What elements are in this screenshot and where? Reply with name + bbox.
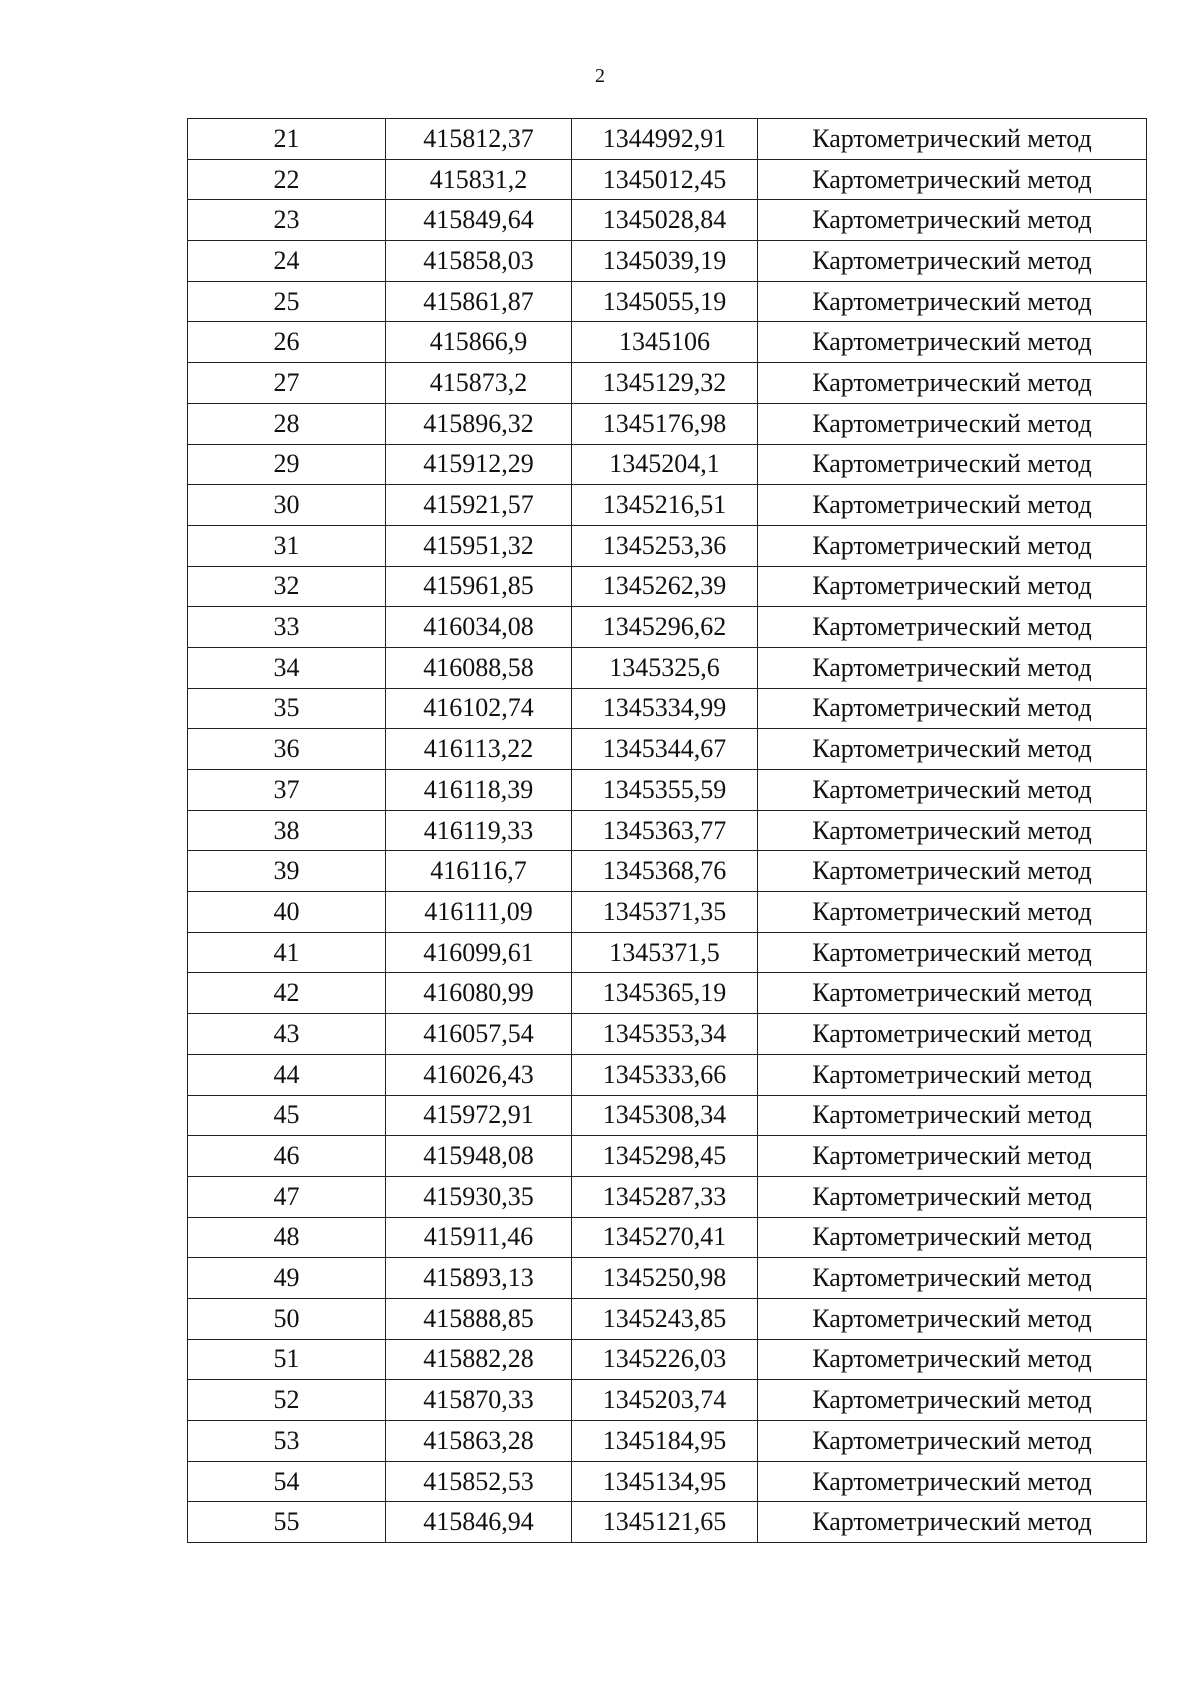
table-row [188,607,1147,648]
point-number-cell: 44 [188,1054,386,1095]
table-row [188,403,1147,444]
table-row [188,1502,1147,1543]
method-cell: Картометрический метод [758,973,1147,1014]
method-cell: Картометрический метод [758,403,1147,444]
point-number-cell: 41 [188,932,386,973]
point-number-cell: 54 [188,1461,386,1502]
point-number-cell: 37 [188,770,386,811]
table-row [188,851,1147,892]
method-cell: Картометрический метод [758,119,1147,160]
table-row [188,281,1147,322]
point-number-cell: 23 [188,200,386,241]
method-cell: Картометрический метод [758,1176,1147,1217]
x-coordinate-cell: 415870,33 [386,1380,572,1421]
method-cell: Картометрический метод [758,932,1147,973]
method-cell: Картометрический метод [758,281,1147,322]
table-row [188,444,1147,485]
method-cell: Картометрический метод [758,159,1147,200]
y-coordinate-cell: 1345204,1 [572,444,758,485]
table-row [188,770,1147,811]
method-cell: Картометрический метод [758,1095,1147,1136]
y-coordinate-cell: 1345012,45 [572,159,758,200]
table-row [188,973,1147,1014]
y-coordinate-cell: 1345308,34 [572,1095,758,1136]
x-coordinate-cell: 415961,85 [386,566,572,607]
table-row [188,485,1147,526]
table-row [188,1339,1147,1380]
method-cell: Картометрический метод [758,363,1147,404]
y-coordinate-cell: 1345039,19 [572,241,758,282]
method-cell: Картометрический метод [758,1298,1147,1339]
x-coordinate-cell: 415930,35 [386,1176,572,1217]
table-row [188,647,1147,688]
y-coordinate-cell: 1345368,76 [572,851,758,892]
y-coordinate-cell: 1345250,98 [572,1258,758,1299]
y-coordinate-cell: 1345176,98 [572,403,758,444]
table-row [188,810,1147,851]
table-row [188,1095,1147,1136]
x-coordinate-cell: 416080,99 [386,973,572,1014]
x-coordinate-cell: 415882,28 [386,1339,572,1380]
point-number-cell: 22 [188,159,386,200]
y-coordinate-cell: 1345129,32 [572,363,758,404]
point-number-cell: 43 [188,1014,386,1055]
x-coordinate-cell: 416111,09 [386,892,572,933]
point-number-cell: 31 [188,525,386,566]
table-row [188,159,1147,200]
x-coordinate-cell: 416034,08 [386,607,572,648]
point-number-cell: 32 [188,566,386,607]
point-number-cell: 25 [188,281,386,322]
y-coordinate-cell: 1344992,91 [572,119,758,160]
point-number-cell: 40 [188,892,386,933]
method-cell: Картометрический метод [758,525,1147,566]
point-number-cell: 29 [188,444,386,485]
x-coordinate-cell: 415852,53 [386,1461,572,1502]
y-coordinate-cell: 1345325,6 [572,647,758,688]
x-coordinate-cell: 415858,03 [386,241,572,282]
table-row [188,1421,1147,1462]
x-coordinate-cell: 415861,87 [386,281,572,322]
y-coordinate-cell: 1345355,59 [572,770,758,811]
x-coordinate-cell: 415948,08 [386,1136,572,1177]
table-row [188,566,1147,607]
x-coordinate-cell: 415972,91 [386,1095,572,1136]
x-coordinate-cell: 416026,43 [386,1054,572,1095]
y-coordinate-cell: 1345253,36 [572,525,758,566]
point-number-cell: 42 [188,973,386,1014]
point-number-cell: 34 [188,647,386,688]
method-cell: Картометрический метод [758,1217,1147,1258]
y-coordinate-cell: 1345270,41 [572,1217,758,1258]
x-coordinate-cell: 416099,61 [386,932,572,973]
method-cell: Картометрический метод [758,485,1147,526]
point-number-cell: 38 [188,810,386,851]
method-cell: Картометрический метод [758,241,1147,282]
method-cell: Картометрический метод [758,1339,1147,1380]
x-coordinate-cell: 415951,32 [386,525,572,566]
y-coordinate-cell: 1345344,67 [572,729,758,770]
method-cell: Картометрический метод [758,1421,1147,1462]
x-coordinate-cell: 415863,28 [386,1421,572,1462]
page-number: 2 [595,65,605,87]
y-coordinate-cell: 1345134,95 [572,1461,758,1502]
method-cell: Картометрический метод [758,1502,1147,1543]
method-cell: Картометрический метод [758,1461,1147,1502]
x-coordinate-cell: 416102,74 [386,688,572,729]
x-coordinate-cell: 415888,85 [386,1298,572,1339]
point-number-cell: 48 [188,1217,386,1258]
y-coordinate-cell: 1345243,85 [572,1298,758,1339]
table-row [188,1054,1147,1095]
x-coordinate-cell: 416057,54 [386,1014,572,1055]
point-number-cell: 33 [188,607,386,648]
method-cell: Картометрический метод [758,851,1147,892]
table-row [188,892,1147,933]
y-coordinate-cell: 1345371,5 [572,932,758,973]
method-cell: Картометрический метод [758,810,1147,851]
x-coordinate-cell: 415893,13 [386,1258,572,1299]
table-row [188,1014,1147,1055]
method-cell: Картометрический метод [758,892,1147,933]
method-cell: Картометрический метод [758,566,1147,607]
table-row [188,322,1147,363]
table-row [188,1217,1147,1258]
table-row [188,1461,1147,1502]
method-cell: Картометрический метод [758,647,1147,688]
y-coordinate-cell: 1345028,84 [572,200,758,241]
x-coordinate-cell: 415849,64 [386,200,572,241]
point-number-cell: 36 [188,729,386,770]
x-coordinate-cell: 415812,37 [386,119,572,160]
y-coordinate-cell: 1345262,39 [572,566,758,607]
point-number-cell: 24 [188,241,386,282]
method-cell: Картометрический метод [758,770,1147,811]
point-number-cell: 45 [188,1095,386,1136]
method-cell: Картометрический метод [758,1380,1147,1421]
table-row [188,1176,1147,1217]
coordinates-table-body [188,119,1147,1543]
point-number-cell: 39 [188,851,386,892]
y-coordinate-cell: 1345184,95 [572,1421,758,1462]
coordinates-table [187,118,1147,1543]
x-coordinate-cell: 416113,22 [386,729,572,770]
method-cell: Картометрический метод [758,607,1147,648]
y-coordinate-cell: 1345333,66 [572,1054,758,1095]
point-number-cell: 55 [188,1502,386,1543]
point-number-cell: 47 [188,1176,386,1217]
y-coordinate-cell: 1345353,34 [572,1014,758,1055]
point-number-cell: 28 [188,403,386,444]
table-row [188,119,1147,160]
y-coordinate-cell: 1345203,74 [572,1380,758,1421]
x-coordinate-cell: 415912,29 [386,444,572,485]
y-coordinate-cell: 1345106 [572,322,758,363]
x-coordinate-cell: 415921,57 [386,485,572,526]
x-coordinate-cell: 416116,7 [386,851,572,892]
table-row [188,241,1147,282]
method-cell: Картометрический метод [758,688,1147,729]
table-row [188,1298,1147,1339]
method-cell: Картометрический метод [758,1258,1147,1299]
x-coordinate-cell: 415866,9 [386,322,572,363]
point-number-cell: 49 [188,1258,386,1299]
y-coordinate-cell: 1345287,33 [572,1176,758,1217]
point-number-cell: 46 [188,1136,386,1177]
x-coordinate-cell: 415846,94 [386,1502,572,1543]
table-row [188,1380,1147,1421]
method-cell: Картометрический метод [758,1136,1147,1177]
table-row [188,200,1147,241]
y-coordinate-cell: 1345371,35 [572,892,758,933]
y-coordinate-cell: 1345363,77 [572,810,758,851]
method-cell: Картометрический метод [758,1014,1147,1055]
table-row [188,525,1147,566]
point-number-cell: 30 [188,485,386,526]
y-coordinate-cell: 1345121,65 [572,1502,758,1543]
point-number-cell: 50 [188,1298,386,1339]
y-coordinate-cell: 1345226,03 [572,1339,758,1380]
point-number-cell: 21 [188,119,386,160]
x-coordinate-cell: 415831,2 [386,159,572,200]
method-cell: Картометрический метод [758,200,1147,241]
point-number-cell: 35 [188,688,386,729]
point-number-cell: 52 [188,1380,386,1421]
y-coordinate-cell: 1345298,45 [572,1136,758,1177]
point-number-cell: 26 [188,322,386,363]
x-coordinate-cell: 416118,39 [386,770,572,811]
y-coordinate-cell: 1345055,19 [572,281,758,322]
table-row [188,1136,1147,1177]
method-cell: Картометрический метод [758,729,1147,770]
method-cell: Картометрический метод [758,1054,1147,1095]
y-coordinate-cell: 1345365,19 [572,973,758,1014]
x-coordinate-cell: 415873,2 [386,363,572,404]
y-coordinate-cell: 1345216,51 [572,485,758,526]
x-coordinate-cell: 416119,33 [386,810,572,851]
point-number-cell: 51 [188,1339,386,1380]
method-cell: Картометрический метод [758,322,1147,363]
table-row [188,932,1147,973]
x-coordinate-cell: 415911,46 [386,1217,572,1258]
method-cell: Картометрический метод [758,444,1147,485]
table-row [188,729,1147,770]
x-coordinate-cell: 416088,58 [386,647,572,688]
y-coordinate-cell: 1345334,99 [572,688,758,729]
table-row [188,363,1147,404]
y-coordinate-cell: 1345296,62 [572,607,758,648]
x-coordinate-cell: 415896,32 [386,403,572,444]
table-row [188,688,1147,729]
point-number-cell: 53 [188,1421,386,1462]
table-row [188,1258,1147,1299]
point-number-cell: 27 [188,363,386,404]
